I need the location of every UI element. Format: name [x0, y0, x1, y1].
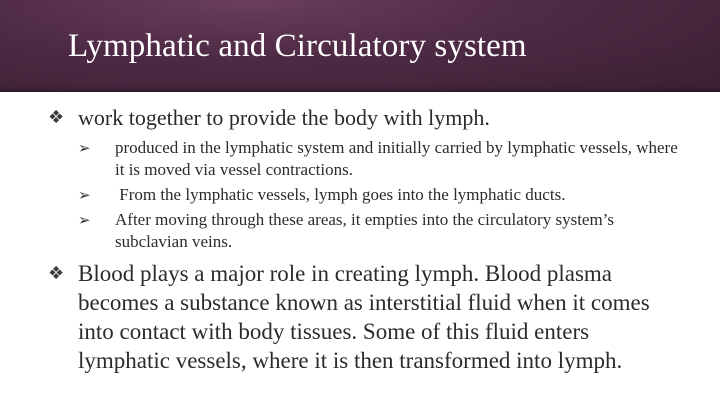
bullet-item — [48, 104, 688, 132]
bullet-text: Blood plays a major role in creating lymph. Blood plasma becomes a substance known as interstitial fluid when it comes into contact with body tissues. Some of this fluid enters lymphatic vessels, where it is then transformed into lymph. — [78, 261, 650, 373]
bullet-text: work together to provide the body with lymph. — [78, 105, 490, 130]
bullet-item — [48, 259, 688, 375]
arrowhead-bullet-icon: ➢ — [78, 211, 91, 229]
sub-bullet-text: After moving through these areas, it empties into the circulatory system’s subclavian veins. — [115, 210, 619, 251]
arrowhead-bullet-icon: ➢ — [78, 186, 91, 204]
arrowhead-bullet-icon: ➢ — [78, 139, 91, 157]
sub-bullet-item — [78, 137, 682, 181]
diamond-bullet-icon: ❖ — [48, 263, 65, 284]
sub-bullet-text: produced in the lymphatic system and initially carried by lymphatic vessels, where it is moved via vessel contractions. — [115, 138, 682, 179]
sub-bullet-list — [78, 137, 682, 256]
diamond-bullet-icon: ❖ — [48, 107, 65, 128]
slide-title: Lymphatic and Circulatory system — [68, 28, 527, 64]
sub-bullet-item — [78, 184, 678, 206]
sub-bullet-item — [78, 209, 678, 253]
sub-bullet-text: From the lymphatic vessels, lymph goes into the lymphatic ducts. — [115, 185, 566, 204]
